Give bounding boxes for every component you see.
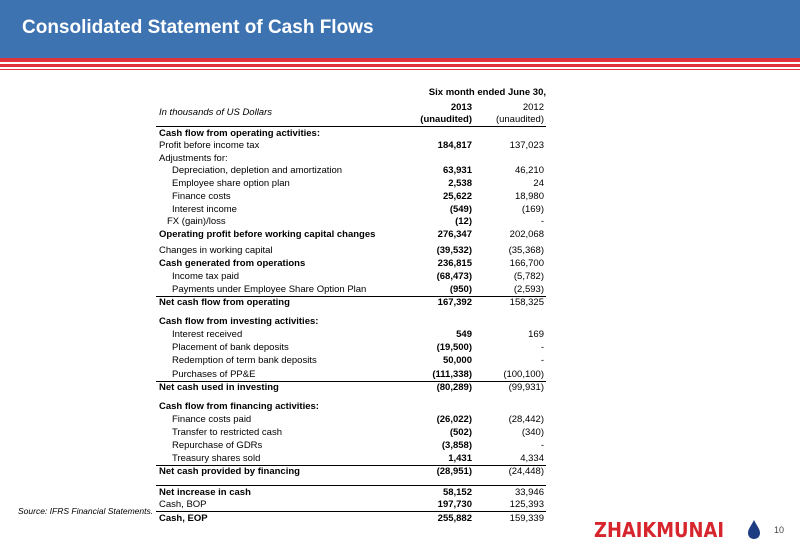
row-label: Net cash used in investing <box>159 382 279 393</box>
value-2012: (99,931) <box>508 382 544 393</box>
value-2012: - <box>540 355 544 366</box>
value-2013: 2,538 <box>448 178 472 189</box>
row-label: Purchases of PP&E <box>172 369 256 380</box>
row-label: Transfer to restricted cash <box>172 427 282 438</box>
value-2013: (80,289) <box>436 382 472 393</box>
table-row <box>156 283 546 297</box>
value-2013: (12) <box>455 216 472 227</box>
value-2012: 159,339 <box>509 513 544 524</box>
row-label: Net increase in cash <box>159 487 251 498</box>
column-note: (unaudited) <box>495 114 544 125</box>
value-2012: (35,368) <box>508 245 544 256</box>
row-label: Profit before income tax <box>159 140 260 151</box>
value-2013: (111,338) <box>432 369 472 380</box>
table-row <box>156 341 546 354</box>
value-2012: 125,393 <box>509 499 544 510</box>
row-label: Cash flow from investing activities: <box>159 316 319 327</box>
column-header-2012 <box>480 102 544 126</box>
row-label: Interest income <box>172 204 237 215</box>
value-2013: 549 <box>456 329 472 340</box>
value-2013: 276,347 <box>437 229 472 240</box>
row-label: Cash generated from operations <box>159 258 306 269</box>
table-row <box>156 368 546 382</box>
value-2013: 255,882 <box>437 513 472 524</box>
table-row <box>156 244 546 257</box>
table-row <box>156 485 546 499</box>
table-row <box>156 511 546 525</box>
page-title: Consolidated Statement of Cash Flows <box>22 17 374 38</box>
units-label: In thousands of US Dollars <box>159 107 273 118</box>
table-row <box>156 354 546 367</box>
table-row <box>156 413 546 426</box>
row-label: Depreciation, depletion and amortization <box>172 165 343 176</box>
source-note: Source: IFRS Financial Statements. <box>18 506 154 516</box>
table-row <box>156 257 546 270</box>
table-row <box>156 190 546 203</box>
row-label: Net cash flow from operating <box>159 297 290 308</box>
column-year: 2013 <box>450 102 472 113</box>
value-2012: 4,334 <box>520 453 544 464</box>
value-2013: 184,817 <box>437 140 472 151</box>
value-2012: 46,210 <box>514 165 544 176</box>
row-label: Placement of bank deposits <box>172 342 289 353</box>
value-2012: 202,068 <box>509 229 544 240</box>
value-2013: 1,431 <box>448 453 472 464</box>
value-2012: 18,980 <box>514 191 544 202</box>
value-2013: 236,815 <box>437 258 472 269</box>
row-label: Redemption of term bank deposits <box>172 355 317 366</box>
row-label: Finance costs <box>172 191 231 202</box>
value-2012: 166,700 <box>509 258 544 269</box>
row-label: Employee share option plan <box>172 178 290 189</box>
value-2012: - <box>540 216 544 227</box>
value-2013: 63,931 <box>442 165 472 176</box>
value-2012: 137,023 <box>509 140 544 151</box>
table-row <box>156 315 546 328</box>
header-stripe <box>0 69 800 70</box>
table-row <box>156 270 546 283</box>
table-row <box>156 328 546 341</box>
table-row <box>156 381 546 394</box>
row-label: Repurchase of GDRs <box>172 440 263 451</box>
value-2013: 167,392 <box>437 297 472 308</box>
table-row <box>156 228 546 241</box>
oil-drop-icon <box>748 520 760 539</box>
row-label: Net cash provided by financing <box>159 466 300 477</box>
value-2012: (24,448) <box>508 466 544 477</box>
value-2013: 50,000 <box>442 355 472 366</box>
row-label: Interest received <box>172 329 243 340</box>
table-row <box>156 452 546 466</box>
value-2012: 169 <box>528 329 544 340</box>
row-label: Finance costs paid <box>172 414 252 425</box>
column-year: 2012 <box>522 102 544 113</box>
column-note: (unaudited) <box>420 114 472 125</box>
zhaikmunai-logo <box>594 517 764 541</box>
row-label: Cash flow from financing activities: <box>159 401 319 412</box>
value-2012: 158,325 <box>509 297 544 308</box>
value-2013: 58,152 <box>442 487 472 498</box>
value-2013: (19,500) <box>436 342 472 353</box>
table-row <box>156 215 546 228</box>
value-2013: (26,022) <box>436 414 472 425</box>
row-label: FX (gain)/loss <box>167 216 226 227</box>
table-row <box>156 400 546 413</box>
value-2013: (28,951) <box>436 466 472 477</box>
slide-header <box>0 0 800 58</box>
row-label: Income tax paid <box>172 271 240 282</box>
value-2012: - <box>540 342 544 353</box>
column-header-2013 <box>416 102 472 126</box>
table-row <box>156 498 546 511</box>
table-row <box>156 177 546 190</box>
value-2013: (502) <box>449 427 472 438</box>
value-2013: 25,622 <box>442 191 472 202</box>
value-2012: (100,100) <box>503 369 544 380</box>
table-row <box>156 139 546 152</box>
value-2013: (950) <box>449 284 472 295</box>
value-2013: 197,730 <box>437 499 472 510</box>
row-label: Operating profit before working capital changes <box>159 229 376 240</box>
value-2012: 33,946 <box>514 487 544 498</box>
value-2012: 24 <box>533 178 544 189</box>
page-number: 10 <box>774 525 785 535</box>
table-row <box>156 164 546 177</box>
row-label: Treasury shares sold <box>172 453 261 464</box>
table-row <box>156 426 546 439</box>
row-label: Cash, EOP <box>159 513 208 524</box>
row-label: Cash flow from operating activities: <box>159 128 320 139</box>
table-row <box>156 296 546 309</box>
value-2013: (68,473) <box>436 271 472 282</box>
value-2013: (39,532) <box>436 245 472 256</box>
value-2013: (3,858) <box>441 440 472 451</box>
value-2012: (340) <box>521 427 544 438</box>
table-row <box>156 439 546 452</box>
value-2012: (5,782) <box>513 271 544 282</box>
value-2012: - <box>540 440 544 451</box>
period-header: Six month ended June 30, <box>428 87 546 98</box>
value-2012: (169) <box>521 204 544 215</box>
row-label: Cash, BOP <box>159 499 207 510</box>
table-row <box>156 465 546 478</box>
row-label: Adjustments for: <box>159 153 228 164</box>
logo-wordmark: ZHAIKMUNAI <box>594 518 724 541</box>
row-label: Changes in working capital <box>159 245 273 256</box>
value-2012: (28,442) <box>508 414 544 425</box>
value-2012: (2,593) <box>513 284 544 295</box>
row-label: Payments under Employee Share Option Plan <box>172 284 367 295</box>
value-2013: (549) <box>449 204 472 215</box>
